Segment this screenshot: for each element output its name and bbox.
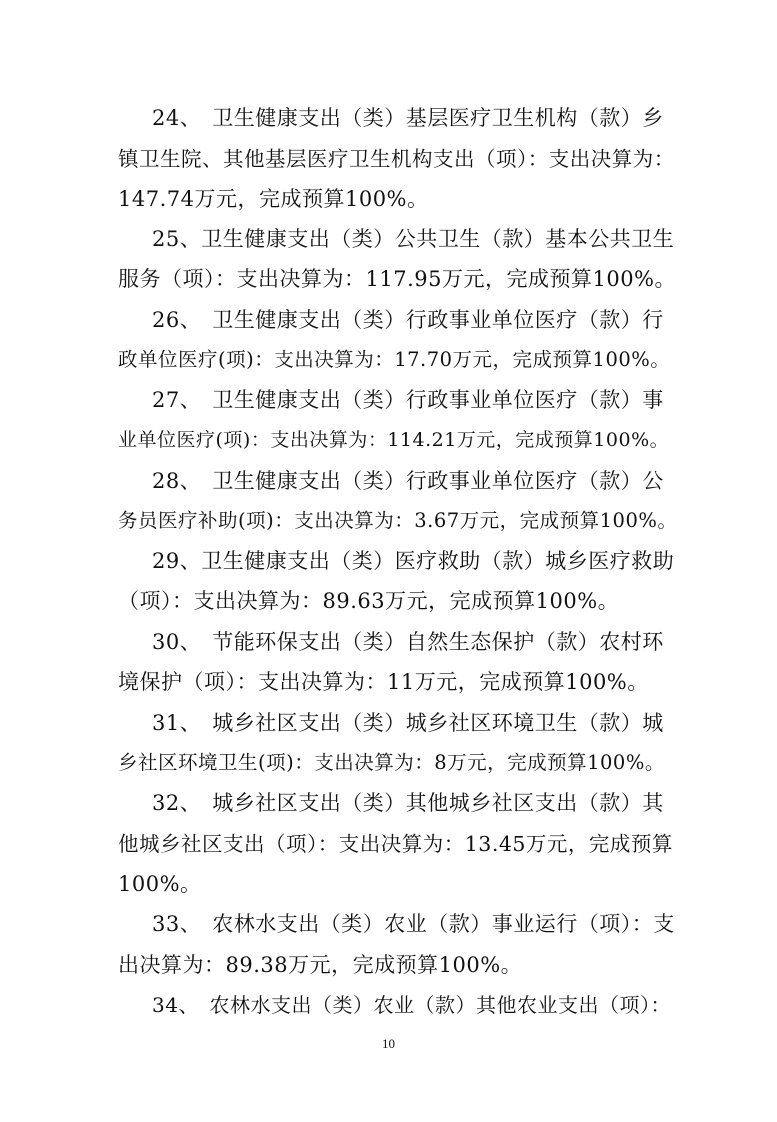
paragraph-27-line-2: 业单位医疗(项)：支出决算为：114.21万元，完成预算100%。 [118,429,670,451]
paragraph-24-line-1: 24、 卫生健康支出（类）基层医疗卫生机构（款）乡 [152,106,664,130]
paragraph-30-line-1: 30、 节能环保支出（类）自然生态保护（款）农村环 [152,630,664,654]
paragraph-27-line-1: 27、 卫生健康支出（类）行政事业单位医疗（款）事 [152,388,664,412]
paragraph-30-line-2: 境保护（项）：支出决算为：11万元，完成预算100%。 [118,670,649,694]
paragraph-28-line-2: 务员医疗补助(项)：支出决算为：3.67万元，完成预算100%。 [118,509,678,532]
paragraph-24-line-2: 镇卫生院、其他基层医疗卫生机构支出（项）：支出决算为： [118,147,675,171]
paragraph-25-line-1: 25、卫生健康支出（类）公共卫生（款）基本公共卫生 [152,227,675,251]
paragraph-33-line-2: 出决算为：89.38万元，完成预算100%。 [118,953,523,977]
paragraph-24-line-3: 147.74万元，完成预算100%。 [118,187,429,211]
paragraph-32-line-2: 他城乡社区支出（项）：支出决算为：13.45万元，完成预算 [118,832,673,856]
paragraph-31-line-2: 乡社区环境卫生(项)：支出决算为：8万元，完成预算100%。 [118,751,665,774]
paragraph-34-line-1: 34、 农林水支出（类）农业（款）其他农业支出（项）： [152,993,671,1017]
page-number: 10 [382,1036,395,1051]
paragraph-25-line-2: 服务（项）：支出决算为：117.95万元，完成预算100%。 [118,267,677,291]
paragraph-31-line-1: 31、 城乡社区支出（类）城乡社区环境卫生（款）城 [152,711,664,735]
paragraph-33-line-1: 33、 农林水支出（类）农业（款）事业运行（项）：支 [152,912,675,936]
paragraph-29-line-2: （项）：支出决算为：89.63万元，完成预算100%。 [118,589,620,613]
paragraph-32-line-1: 32、 城乡社区支出（类）其他城乡社区支出（款）其 [152,791,664,815]
paragraph-28-line-1: 28、 卫生健康支出（类）行政事业单位医疗（款）公 [152,469,664,493]
paragraph-29-line-1: 29、卫生健康支出（类）医疗救助（款）城乡医疗救助 [152,549,675,573]
paragraph-26-line-1: 26、 卫生健康支出（类）行政事业单位医疗（款）行 [152,308,664,332]
paragraph-32-line-3: 100%。 [118,872,202,896]
paragraph-26-line-2: 政单位医疗(项)：支出决算为：17.70万元，完成预算100%。 [118,348,671,371]
